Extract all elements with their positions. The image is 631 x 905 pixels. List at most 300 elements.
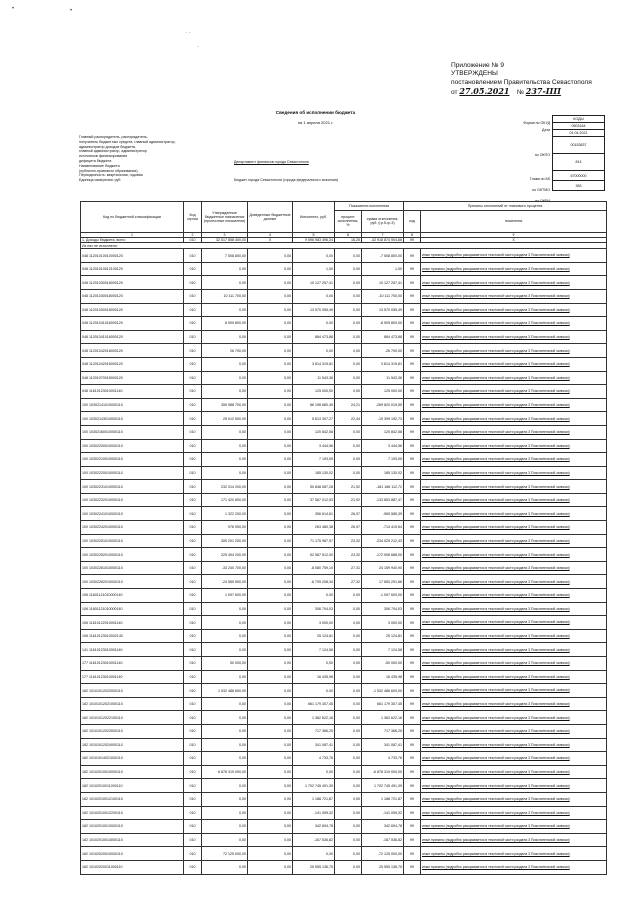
row-line: 010 (184, 262, 202, 276)
row-reason-code: 99 (404, 724, 421, 738)
row-percent: 0,00 (335, 670, 362, 684)
row-reason-code: 99 (404, 262, 421, 276)
budget-execution-table (80, 201, 607, 875)
row-line: 010 (184, 439, 202, 453)
table-row (81, 629, 607, 643)
row-deviation: 7 124,58 (362, 643, 404, 657)
row-executed: 10 127 257,41 (293, 276, 335, 290)
col-number: 4 (248, 233, 293, 238)
row-approved: 0,00 (202, 466, 248, 480)
row-code: 100 10302200010000110 (81, 439, 184, 453)
table-row (81, 507, 607, 521)
row-deviation: 717 366,25 (362, 724, 404, 738)
row-reason: иные причины (подробно раскрывается в текстовой части раздела 3 Пояснительной записки) (421, 398, 607, 412)
row-deviation: 1 362 622,16 (362, 711, 404, 725)
row-commitments: 0,00 (248, 684, 293, 698)
row-approved: 0,00 (202, 724, 248, 738)
row-reason: иные причины (подробно раскрывается в текстовой части раздела 3 Пояснительной записки) (421, 629, 607, 643)
row-executed: 120 842,58 (293, 425, 335, 439)
code-value: 383 (553, 181, 605, 191)
row-executed: 1 188 721,87 (293, 792, 335, 806)
total-code: 1. Доходы бюджета, всего (81, 238, 184, 243)
row-approved: 0,00 (202, 860, 248, 874)
row-deviation: 120 842,58 (362, 425, 404, 439)
row-commitments: 0,00 (248, 792, 293, 806)
row-approved: -24 559 500,00 (202, 575, 248, 589)
total-commit: X (248, 238, 293, 243)
row-commitments: 0,00 (248, 303, 293, 317)
col-number: 8 (404, 233, 421, 238)
row-commitments: 0,00 (248, 561, 293, 575)
row-reason-code: 99 (404, 670, 421, 684)
authority-name: Департамент финансов города Севастополя (234, 160, 309, 164)
table-row (81, 493, 607, 507)
row-executed: 7 124,58 (293, 643, 335, 657)
row-percent: 0,00 (335, 589, 362, 603)
table-row (81, 548, 607, 562)
row-commitments: 0,00 (248, 847, 293, 861)
row-reason-code: 99 (404, 575, 421, 589)
row-executed: 3 000,00 (293, 616, 335, 630)
total-approved: 32 517 858 400,00 (202, 238, 248, 243)
row-percent: 24,21 (335, 398, 362, 412)
row-reason: иные причины (подробно раскрывается в текстовой части раздела 3 Пояснительной записки) (421, 670, 607, 684)
row-percent: 0,00 (335, 330, 362, 344)
table-row (81, 820, 607, 834)
row-approved: 0,00 (202, 752, 248, 766)
row-approved: 1 532 486 600,00 (202, 684, 248, 698)
row-code: 048 11201030016000120 (81, 276, 184, 290)
row-deviation: -8 909 800,00 (362, 317, 404, 331)
row-executed: -6 709 208,34 (293, 575, 335, 589)
row-line: 010 (184, 317, 202, 331)
row-percent: 0,00 (335, 317, 362, 331)
row-commitments: 0,00 (248, 697, 293, 711)
row-executed: 71 175 987,57 (293, 534, 335, 548)
row-commitments: 0,00 (248, 439, 293, 453)
row-executed: 356 614,61 (293, 507, 335, 521)
row-code: 182 10102010011000110 (81, 779, 184, 793)
row-deviation: -19 399 192,73 (362, 412, 404, 426)
row-line: 010 (184, 330, 202, 344)
row-code: 182 10101012022100110 (81, 711, 184, 725)
subheading: Из них не исполнено: (81, 243, 607, 249)
row-commitments: 0,00 (248, 711, 293, 725)
row-percent: 0,00 (335, 833, 362, 847)
row-deviation: -965 585,39 (362, 507, 404, 521)
total-deviation: -42 918 874 904,66 (362, 238, 404, 243)
scan-mark: • (12, 6, 15, 12)
row-executed: 0,00 (293, 344, 335, 358)
row-code: 106 11610123010002140 (81, 629, 184, 643)
row-deviation: 3 000,00 (362, 616, 404, 630)
row-executed: 86 198 680,45 (293, 398, 335, 412)
table-row (81, 792, 607, 806)
row-commitments: 0,00 (248, 548, 293, 562)
row-code: 048 11201030016000120 (81, 289, 184, 303)
row-executed: 0,00 (293, 289, 335, 303)
row-reason: иные причины (подробно раскрывается в текстовой части раздела 3 Пояснительной записки) (421, 792, 607, 806)
row-code: 048 11201042016000120 (81, 344, 184, 358)
document-title: Сведения об исполнении бюджета (275, 110, 356, 115)
row-reason-code: 99 (404, 806, 421, 820)
row-deviation: 25 124,81 (362, 629, 404, 643)
table-row (81, 670, 607, 684)
row-executed: 306 704,03 (293, 602, 335, 616)
col-header-percent: процент исполнения, % (335, 210, 362, 232)
code-value: 67000000 (553, 171, 605, 181)
row-approved: 0,00 (202, 385, 248, 399)
row-reason-code: 99 (404, 752, 421, 766)
col-header-indicators: Показатели исполнения (335, 202, 404, 211)
row-deviation: 341 087,41 (362, 738, 404, 752)
row-commitments: 0,00 (248, 616, 293, 630)
table-row (81, 833, 607, 847)
meta-line: Наименование бюджета (79, 163, 120, 168)
row-code: 177 11610123010001140 (81, 670, 184, 684)
col-header-approved: Утвержденные бюджетные назначения (прогнозные показатели) (202, 202, 248, 233)
row-reason-code: 99 (404, 276, 421, 290)
row-deviation: -167 536,82 (362, 833, 404, 847)
row-reason: иные причины (подробно раскрывается в текстовой части раздела 3 Пояснительной записки) (421, 561, 607, 575)
row-reason-code: 99 (404, 357, 421, 371)
row-reason-code: 99 (404, 480, 421, 494)
row-executed: 1,00 (293, 262, 335, 276)
row-commitments: 0,00 (248, 860, 293, 874)
row-executed: 0,00 (293, 317, 335, 331)
row-commitments: 0,00 (248, 534, 293, 548)
row-percent: 0,00 (335, 806, 362, 820)
table-row (81, 344, 607, 358)
row-approved: 305 201 200,00 (202, 534, 248, 548)
row-executed: 1 362 622,16 (293, 711, 335, 725)
table-row (81, 860, 607, 874)
table-row (81, 439, 607, 453)
row-executed: 0,00 (293, 684, 335, 698)
row-reason: иные причины (подробно раскрывается в текстовой части раздела 3 Пояснительной записки) (421, 521, 607, 535)
report-date: на 1 апреля 2021 г. (297, 120, 334, 125)
table-row (81, 385, 607, 399)
row-percent: 0,00 (335, 276, 362, 290)
row-reason: иные причины (подробно раскрывается в текстовой части раздела 3 Пояснительной записки) (421, 289, 607, 303)
row-percent: 0,00 (335, 765, 362, 779)
row-executed: -8 080 759,10 (293, 561, 335, 575)
row-executed: 661 179 307,45 (293, 697, 335, 711)
table-row (81, 249, 607, 263)
row-line: 010 (184, 548, 202, 562)
row-commitments: 0,00 (248, 262, 293, 276)
row-line: 010 (184, 629, 202, 643)
row-line: 010 (184, 738, 202, 752)
row-code: 100 10302143010000110 (81, 412, 184, 426)
row-line: 010 (184, 860, 202, 874)
table-row (81, 602, 607, 616)
row-executed: 342 694,78 (293, 820, 335, 834)
row-approved: 10 111 700,00 (202, 289, 248, 303)
row-reason: иные причины (подробно раскрывается в текстовой части раздела 3 Пояснительной записки) (421, 738, 607, 752)
row-percent: 0,00 (335, 262, 362, 276)
row-reason-code: 99 (404, 833, 421, 847)
row-percent: 0,00 (335, 249, 362, 263)
table-row (81, 575, 607, 589)
row-code: 048 11201030016000120 (81, 303, 184, 317)
meta-labels (79, 135, 229, 183)
row-code: 106 11601121010000140 (81, 589, 184, 603)
row-reason: иные причины (подробно раскрывается в текстовой части раздела 3 Пояснительной записки) (421, 643, 607, 657)
table-row (81, 289, 607, 303)
row-deviation: 17 850 291,66 (362, 575, 404, 589)
row-reason-code: 99 (404, 589, 421, 603)
row-commitments: 0,00 (248, 657, 293, 671)
row-deviation: -141 059,32 (362, 806, 404, 820)
row-commitments: 0,00 (248, 385, 293, 399)
row-code: 048 11201010010000120 (81, 249, 184, 263)
row-reason-code: 99 (404, 425, 421, 439)
row-reason-code: 99 (404, 684, 421, 698)
row-code: 100 10302252010000110 (81, 548, 184, 562)
row-approved: 0,00 (202, 643, 248, 657)
row-approved: 72 125 000,00 (202, 847, 248, 861)
row-approved: 232 014 200,00 (202, 480, 248, 494)
row-deviation: 25 555 136,75 (362, 860, 404, 874)
row-line: 010 (184, 303, 202, 317)
row-deviation: 185 130,02 (362, 466, 404, 480)
row-reason-code: 99 (404, 602, 421, 616)
row-reason-code: 99 (404, 493, 421, 507)
table-row (81, 806, 607, 820)
row-executed: 37 567 012,53 (293, 493, 335, 507)
col-number: 7 (362, 233, 404, 238)
row-reason-code: 99 (404, 344, 421, 358)
row-line: 010 (184, 453, 202, 467)
row-deviation: 1 188 721,87 (362, 792, 404, 806)
row-percent: 23,32 (335, 548, 362, 562)
decree-date-line (451, 87, 621, 97)
row-executed: 263 480,38 (293, 521, 335, 535)
row-percent: 0,00 (335, 657, 362, 671)
row-executed: 0,00 (293, 847, 335, 861)
row-deviation: -6 878 319 000,00 (362, 765, 404, 779)
row-deviation: 1,00 (362, 262, 404, 276)
row-percent: 0,00 (335, 711, 362, 725)
row-percent: 0,00 (335, 385, 362, 399)
row-approved: 225 494 200,00 (202, 548, 248, 562)
row-code: 100 10302262010000110 (81, 575, 184, 589)
row-approved: 0,00 (202, 602, 248, 616)
code-value: 00153837 (553, 137, 605, 154)
row-executed: 3 814 319,81 (293, 357, 335, 371)
row-reason: иные причины (подробно раскрывается в текстовой части раздела 3 Пояснительной записки) (421, 806, 607, 820)
row-reason-code: 99 (404, 779, 421, 793)
row-code: 182 10101012020000110 (81, 684, 184, 698)
table-row (81, 657, 607, 671)
appendix-line: Приложение № 9 (451, 62, 505, 69)
table-row (81, 371, 607, 385)
row-commitments: 0,00 (248, 317, 293, 331)
row-reason-code: 99 (404, 521, 421, 535)
row-percent: 0,00 (335, 860, 362, 874)
decree-line: постановлением Правительства Севастополя (451, 78, 592, 86)
row-reason-code: 99 (404, 860, 421, 874)
row-deviation: -1 097 600,00 (362, 589, 404, 603)
row-line: 010 (184, 534, 202, 548)
row-line: 010 (184, 480, 202, 494)
row-commitments: 0,00 (248, 493, 293, 507)
row-line: 010 (184, 398, 202, 412)
scan-mark: · (197, 44, 199, 50)
row-reason: иные причины (подробно раскрывается в текстовой части раздела 3 Пояснительной записки) (421, 711, 607, 725)
total-executed: 9 596 983 496,34 (293, 238, 335, 243)
row-commitments: 0,00 (248, 371, 293, 385)
row-commitments: 0,00 (248, 833, 293, 847)
row-reason-code: 99 (404, 765, 421, 779)
row-percent: 0,00 (335, 453, 362, 467)
row-executed: 3 444,56 (293, 439, 335, 453)
table-row (81, 765, 607, 779)
row-approved: 6 878 319 000,00 (202, 765, 248, 779)
row-approved: 0,00 (202, 453, 248, 467)
row-line: 010 (184, 697, 202, 711)
col-number: 5 (293, 233, 335, 238)
row-executed: 0,00 (293, 249, 335, 263)
row-reason: иные причины (подробно раскрывается в текстовой части раздела 3 Пояснительной записки) (421, 453, 607, 467)
row-deviation: -172 906 688,00 (362, 548, 404, 562)
row-reason-code: 99 (404, 792, 421, 806)
row-line: 010 (184, 425, 202, 439)
row-executed: 0,00 (293, 765, 335, 779)
row-line: 010 (184, 412, 202, 426)
row-executed: 52 587 512,00 (293, 548, 335, 562)
row-approved: 0,00 (202, 262, 248, 276)
code-label: по ОКПО (534, 152, 550, 157)
row-approved: 0,00 (202, 371, 248, 385)
row-reason-code: 99 (404, 534, 421, 548)
row-reason-code: 99 (404, 548, 421, 562)
row-percent: 0,00 (335, 371, 362, 385)
table-row (81, 330, 607, 344)
row-percent: 0,00 (335, 738, 362, 752)
code-value: 01.04.2021 (553, 130, 605, 137)
col-number: 3 (202, 233, 248, 238)
row-code: 182 10102010013000110 (81, 820, 184, 834)
meta-line: администратор доходов бюджета, (79, 144, 136, 149)
total-percent: 18,25 (335, 238, 362, 243)
row-line: 010 (184, 765, 202, 779)
row-commitments: 0,00 (248, 276, 293, 290)
table-row (81, 466, 607, 480)
row-deviation: 13 570 055,49 (362, 303, 404, 317)
total-line: 010 (184, 238, 202, 243)
row-executed: 0,00 (293, 589, 335, 603)
row-percent: 0,00 (335, 425, 362, 439)
row-reason: иные причины (подробно раскрывается в текстовой части раздела 3 Пояснительной записки) (421, 466, 607, 480)
row-reason: иные причины (подробно раскрывается в текстовой части раздела 3 Пояснительной записки) (421, 371, 607, 385)
meta-line: получатель бюджетных средств, главный администратор, (79, 139, 176, 144)
row-reason-code: 99 (404, 371, 421, 385)
row-deviation: -50 000,00 (362, 657, 404, 671)
row-reason: иные причины (подробно раскрывается в текстовой части раздела 3 Пояснительной записки) (421, 412, 607, 426)
row-percent: 0,00 (335, 303, 362, 317)
code-value: 814 (553, 154, 605, 171)
row-executed: 341 087,41 (293, 738, 335, 752)
row-approved: 7 508 800,00 (202, 249, 248, 263)
row-line: 010 (184, 616, 202, 630)
row-approved: 0,00 (202, 303, 248, 317)
row-approved: 25 012 500,00 (202, 412, 248, 426)
row-code: 177 11610123010001140 (81, 657, 184, 671)
col-number: 1 (81, 233, 184, 238)
row-percent: 27,32 (335, 575, 362, 589)
table-row (81, 534, 607, 548)
row-line: 010 (184, 589, 202, 603)
row-reason-code: 99 (404, 466, 421, 480)
row-commitments: 0,00 (248, 724, 293, 738)
row-reason-code: 99 (404, 820, 421, 834)
row-deviation: -234 025 212,43 (362, 534, 404, 548)
row-line: 010 (184, 344, 202, 358)
row-executed: 25 124,81 (293, 629, 335, 643)
row-executed: 7 193,05 (293, 453, 335, 467)
row-approved: 0,00 (202, 629, 248, 643)
row-executed: 16 435,98 (293, 670, 335, 684)
row-code: 100 10302141010000110 (81, 398, 184, 412)
row-code: 048 11201041016000120 (81, 330, 184, 344)
code-label: Форма по ОКУД (523, 121, 550, 125)
row-commitments: 0,00 (248, 357, 293, 371)
row-line: 010 (184, 561, 202, 575)
row-commitments: 0,00 (248, 820, 293, 834)
row-approved: 0,00 (202, 779, 248, 793)
row-line: 010 (184, 289, 202, 303)
row-code: 048 11201070016000120 (81, 371, 184, 385)
row-percent: 0,00 (335, 643, 362, 657)
row-line: 010 (184, 371, 202, 385)
row-deviation: -269 820 019,55 (362, 398, 404, 412)
row-deviation: 11 543,36 (362, 371, 404, 385)
row-reason: иные причины (подробно раскрывается в текстовой части раздела 3 Пояснительной записки) (421, 833, 607, 847)
row-reason: иные причины (подробно раскрывается в текстовой части раздела 3 Пояснительной записки) (421, 534, 607, 548)
row-reason: иные причины (подробно раскрывается в текстовой части раздела 3 Пояснительной записки) (421, 425, 607, 439)
row-reason-code: 99 (404, 385, 421, 399)
row-code: 048 11610123010001140 (81, 385, 184, 399)
row-code: 100 10302210010000110 (81, 453, 184, 467)
row-deviation: 306 704,03 (362, 602, 404, 616)
row-commitments: 0,00 (248, 752, 293, 766)
row-commitments: 0,00 (248, 330, 293, 344)
row-reason: иные причины (подробно раскрывается в текстовой части раздела 3 Пояснительной записки) (421, 847, 607, 861)
row-reason-code: 99 (404, 561, 421, 575)
row-percent: 26,97 (335, 507, 362, 521)
row-commitments: 0,00 (248, 629, 293, 643)
row-reason-code: 99 (404, 398, 421, 412)
row-line: 010 (184, 521, 202, 535)
row-executed: 125 000,00 (293, 385, 335, 399)
row-line: 010 (184, 833, 202, 847)
row-reason-code: 99 (404, 249, 421, 263)
row-line: 010 (184, 724, 202, 738)
row-commitments: 0,00 (248, 466, 293, 480)
row-code: 100 10302220010000110 (81, 466, 184, 480)
row-percent: 23,32 (335, 534, 362, 548)
row-approved: 0,00 (202, 738, 248, 752)
row-line: 010 (184, 752, 202, 766)
row-percent: 0,00 (335, 820, 362, 834)
row-percent: 0,00 (335, 724, 362, 738)
row-executed: 50 848 087,28 (293, 480, 335, 494)
row-reason: иные причины (подробно раскрывается в текстовой части раздела 3 Пояснительной записки) (421, 724, 607, 738)
code-label: по ОКЕИ (535, 199, 550, 204)
row-code: 182 10101014021000110 (81, 752, 184, 766)
